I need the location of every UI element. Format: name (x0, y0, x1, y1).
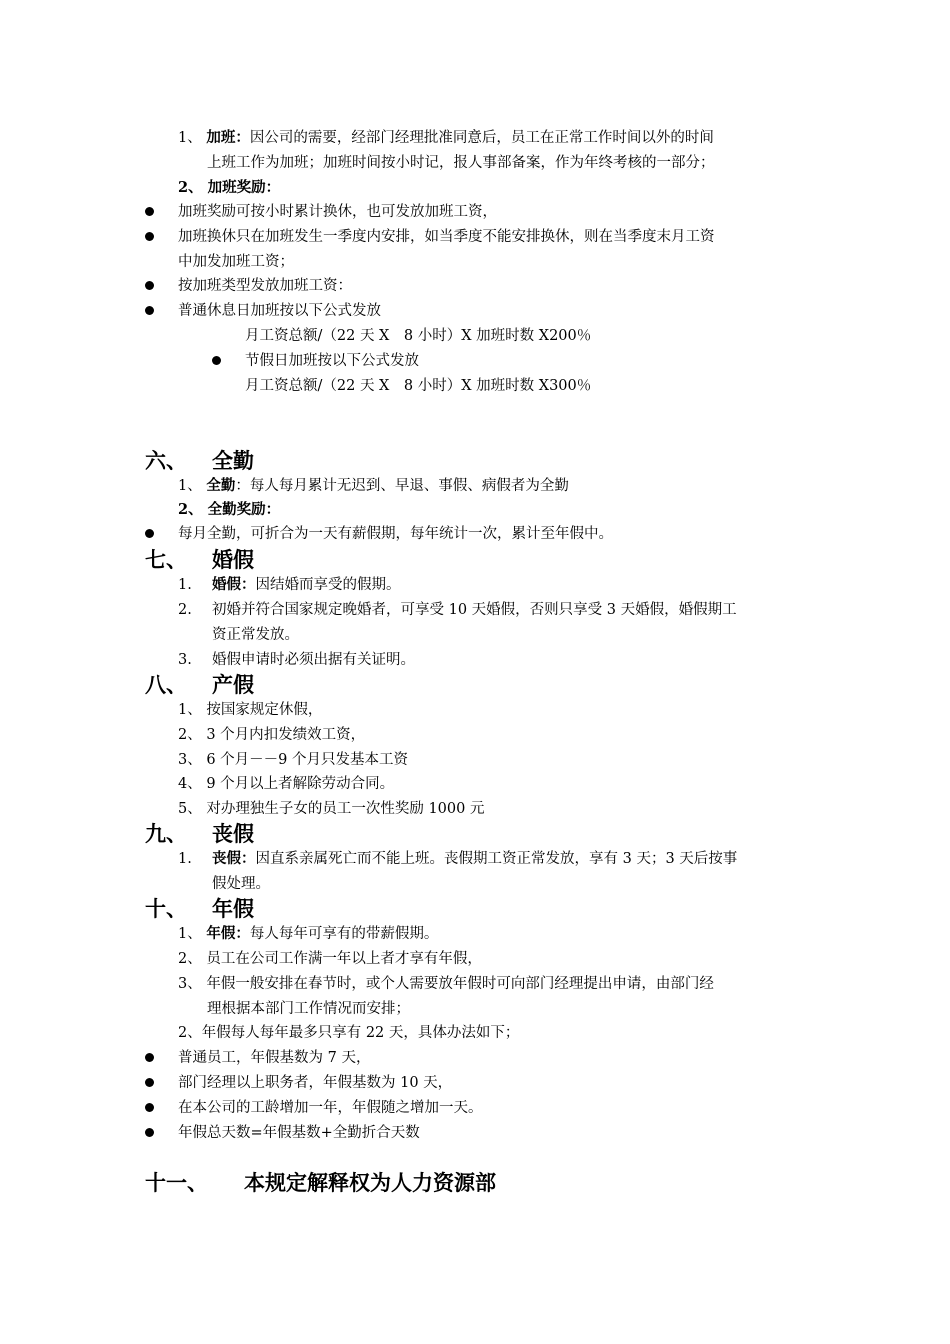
sec6-item-1: 1、 全勤：每人每月累计无迟到、早退、事假、病假者为全勤 (178, 477, 569, 494)
overtime-item-1-cont: 上班工作为加班；加班时间按小时记，报人事部备案，作为年终考核的一部分； (207, 155, 715, 171)
sec7-item-3: 婚假申请时必须出据有关证明。 (212, 652, 415, 668)
overtime-bullet-4: 普通休息日加班按以下公式发放 (178, 303, 381, 319)
overtime-bullet-3: 按加班类型发放加班工资： (178, 278, 352, 294)
bullet-icon (145, 1103, 154, 1112)
section-6-title: 全勤 (212, 449, 254, 473)
section-6-number: 六、 (145, 449, 187, 473)
sec8-item-2: 2、 3 个月内扣发绩效工资， (178, 727, 366, 743)
overtime-formula-1: 月工资总额/（22 天 X 8 小时）X 加班时数 X200％ (245, 328, 592, 344)
sec10-item-3-cont: 理根据本部门工作情况而安排； (207, 1001, 410, 1017)
bullet-icon (145, 281, 154, 290)
sec7-item-2: 初婚并符合国家规定晚婚者，可享受 10 天婚假，否则只享受 3 天婚假，婚假期工 (212, 602, 737, 618)
bullet-icon (145, 232, 154, 241)
sec7-item-3-num: 3. (178, 652, 192, 668)
section-10-number: 十、 (145, 897, 187, 921)
bullet-icon (145, 1128, 154, 1137)
sec8-item-1: 1、 按国家规定休假， (178, 702, 323, 718)
sec7-item-2-num: 2. (178, 602, 192, 618)
overtime-bullet-2: 加班换休只在加班发生一季度内安排，如当季度不能安排换休，则在当季度末月工资 (178, 229, 715, 245)
sec7-item-1-num: 1. (178, 577, 192, 593)
sec10-item-2: 2、 员工在公司工作满一年以上者才享有年假， (178, 951, 482, 967)
sec7-item-2-cont: 资正常发放。 (212, 627, 299, 643)
overtime-bullet-2-cont: 中加发加班工资； (178, 254, 294, 270)
overtime-item-2: 2、 加班奖励： (178, 179, 281, 196)
sec8-item-3: 3、 6 个月－－9 个月只发基本工资 (178, 752, 409, 768)
section-11-number: 十一、 (145, 1171, 208, 1195)
section-7-number: 七、 (145, 548, 187, 572)
bullet-icon (145, 306, 154, 315)
overtime-item-1: 1、 加班：因公司的需要，经部门经理批准同意后，员工在正常工作时间以外的时间 (178, 129, 714, 146)
section-9-number: 九、 (145, 822, 187, 846)
section-8-number: 八、 (145, 673, 187, 697)
sec10-bullet-3: 在本公司的工龄增加一年，年假随之增加一天。 (178, 1100, 483, 1116)
sec9-item-1: 丧假：因直系亲属死亡而不能上班。丧假期工资正常发放，享有 3 天；3 天后按事 (212, 850, 738, 867)
sec6-bullet-1: 每月全勤，可折合为一天有薪假期，每年统计一次，累计至年假中。 (178, 526, 613, 542)
section-10-title: 年假 (212, 897, 254, 921)
bullet-icon (145, 1053, 154, 1062)
overtime-label: 加班： (206, 129, 250, 146)
overtime-bullet-1: 加班奖励可按小时累计换休，也可发放加班工资， (178, 204, 497, 220)
sec8-item-4: 4、 9 个月以上者解除劳动合同。 (178, 776, 395, 792)
sec10-item-3: 3、 年假一般安排在春节时，或个人需要放年假时可向部门经理提出申请，由部门经 (178, 976, 714, 992)
sec10-item-4: 2、年假每人每年最多只享有 22 天，具体办法如下； (178, 1025, 520, 1041)
section-8-title: 产假 (212, 673, 254, 697)
sec10-bullet-2: 部门经理以上职务者，年假基数为 10 天， (178, 1075, 453, 1091)
sec9-item-1-num: 1. (178, 851, 192, 867)
sec6-item-2: 2、 全勤奖励： (178, 501, 281, 518)
bullet-icon (212, 356, 221, 365)
section-9-title: 丧假 (212, 822, 254, 846)
bullet-icon (145, 529, 154, 538)
sec7-item-1: 婚假：因结婚而享受的假期。 (212, 576, 401, 593)
sec10-bullet-1: 普通员工，年假基数为 7 天， (178, 1050, 371, 1066)
sec10-bullet-4: 年假总天数=年假基数+全勤折合天数 (178, 1125, 420, 1141)
overtime-formula-2: 月工资总额/（22 天 X 8 小时）X 加班时数 X300％ (245, 378, 592, 394)
section-11-title: 本规定解释权为人力资源部 (244, 1171, 496, 1195)
sec10-item-1: 1、 年假：每人每年可享有的带薪假期。 (178, 925, 439, 942)
sec9-item-1-cont: 假处理。 (212, 876, 270, 892)
bullet-icon (145, 1078, 154, 1087)
bullet-icon (145, 207, 154, 216)
sec8-item-5: 5、 对办理独生子女的员工一次性奖励 1000 元 (178, 801, 485, 817)
section-7-title: 婚假 (212, 548, 254, 572)
overtime-bullet-5: 节假日加班按以下公式发放 (245, 353, 419, 369)
